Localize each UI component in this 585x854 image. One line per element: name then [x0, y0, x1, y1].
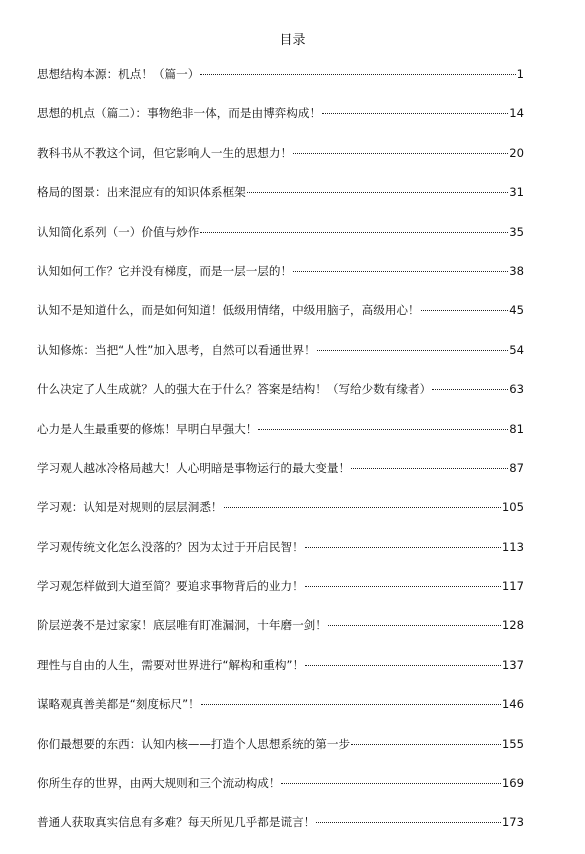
toc-entry-title: 认知简化系列（一）价值与炒作 [37, 224, 200, 239]
dot-leader [281, 783, 500, 784]
dot-leader [293, 153, 508, 154]
dot-leader [351, 744, 501, 745]
toc-entry-title: 学习观：认知是对规则的层层洞悉！ [37, 500, 223, 515]
toc-entry[interactable] [37, 814, 524, 853]
toc-entry-title: 格局的图景：出来混应有的知识体系框架 [37, 185, 246, 200]
toc-entry-title: 理性与自由的人生，需要对世界进行“解构和重构”！ [37, 657, 305, 672]
toc-entry-title: 谋略观真善美都是“刻度标尺”！ [37, 697, 200, 712]
toc-entry-title: 思想结构本源：机点！（篇一） [37, 67, 200, 81]
toc-entry-title: 阶层逆袭不是过家家！底层唯有盯准漏洞，十年磨一剑！ [37, 618, 327, 633]
toc-entry-title: 学习观传统文化怎么没落的？因为太过于开启民智！ [37, 539, 304, 554]
toc-entry[interactable] [37, 617, 524, 656]
toc-entry-page-number: 14 [509, 106, 524, 121]
toc-entry[interactable] [37, 657, 524, 696]
toc-entry-page-number: 20 [509, 145, 524, 160]
dot-leader [247, 192, 509, 193]
dot-leader [200, 74, 515, 75]
toc-entry-page-number: 31 [509, 185, 524, 200]
toc-entry-title: 你所生存的世界，由两大规则和三个流动构成！ [37, 776, 281, 791]
dot-leader [200, 232, 508, 233]
dot-leader [328, 625, 501, 626]
dot-leader [316, 822, 501, 823]
toc-entry-page-number: 128 [501, 618, 524, 633]
toc-entry-title: 普通人获取真实信息有多难？每天所见几乎都是谎言！ [37, 815, 316, 830]
toc-entry[interactable] [37, 421, 524, 460]
toc-entry[interactable] [37, 381, 524, 420]
toc-entry-title: 学习观怎样做到大道至简？要追求事物背后的业力！ [37, 579, 304, 594]
toc-entry-page-number: 105 [501, 500, 524, 515]
toc-entry[interactable] [37, 263, 524, 302]
dot-leader [305, 547, 501, 548]
toc-entry[interactable] [37, 578, 524, 617]
toc-entry-title: 心力是人生最重要的修炼！早明白早强大！ [37, 421, 258, 436]
dot-leader [305, 665, 501, 666]
toc-entry-page-number: 1 [516, 67, 524, 81]
toc-entry-title: 认知修炼：当把“人性”加入思考，自然可以看通世界！ [37, 342, 316, 357]
toc-entry[interactable] [37, 696, 524, 735]
toc-entry-title: 教科书从不教这个词，但它影响人一生的思想力！ [37, 145, 293, 160]
toc-entry[interactable] [37, 302, 524, 341]
toc-entry-page-number: 117 [501, 579, 524, 594]
toc-entry[interactable] [37, 224, 524, 263]
toc-entry[interactable] [37, 736, 524, 775]
toc-title: 目录 [279, 33, 306, 48]
toc-entry-page-number: 38 [509, 263, 524, 278]
toc-entry-title: 什么决定了人生成就？人的强大在于什么？答案是结构！（写给少数有缘者） [37, 382, 432, 397]
toc-entry-title: 思想的机点（篇二）：事物绝非一体，而是由博弈构成！ [37, 106, 322, 121]
toc-entry-page-number: 169 [501, 776, 524, 791]
toc-entry[interactable] [37, 499, 524, 538]
dot-leader [305, 586, 501, 587]
toc-entry-title: 你们最想要的东西：认知内核——打造个人思想系统的第一步 [37, 736, 351, 751]
toc-entry[interactable] [37, 105, 524, 144]
dot-leader [322, 113, 508, 114]
toc-entry-page-number: 54 [509, 342, 524, 357]
toc-entry-title: 认知不是知道什么，而是如何知道！低级用情绪，中级用脑子，高级用心！ [37, 303, 420, 318]
toc-entry-page-number: 173 [501, 815, 524, 830]
toc-entry[interactable] [37, 184, 524, 223]
dot-leader [224, 507, 501, 508]
toc-entry-page-number: 81 [509, 421, 524, 436]
toc-entry[interactable] [37, 460, 524, 499]
toc-entry-page-number: 87 [509, 460, 524, 475]
dot-leader [351, 468, 508, 469]
toc-entry[interactable] [37, 539, 524, 578]
dot-leader [293, 271, 508, 272]
dot-leader [432, 389, 508, 390]
dot-leader [317, 350, 509, 351]
dot-leader [201, 704, 501, 705]
toc-entry[interactable] [37, 145, 524, 184]
toc-entry-title: 学习观人越冰冷格局越大！人心明暗是事物运行的最大变量！ [37, 460, 351, 475]
toc-entry-page-number: 155 [501, 736, 524, 751]
toc-entry-page-number: 113 [501, 539, 524, 554]
toc-entry-page-number: 45 [509, 303, 524, 318]
toc-entry-page-number: 137 [501, 657, 524, 672]
toc-entry[interactable] [37, 342, 524, 381]
toc-entry-page-number: 35 [509, 224, 524, 239]
toc-entry-page-number: 63 [509, 382, 524, 397]
toc-entry[interactable] [37, 66, 524, 105]
dot-leader [258, 429, 508, 430]
toc-entry-page-number: 146 [501, 697, 524, 712]
toc-list [37, 66, 524, 854]
dot-leader [421, 310, 509, 311]
toc-entry-title: 认知如何工作？它并没有梯度，而是一层一层的！ [37, 263, 293, 278]
toc-entry[interactable] [37, 775, 524, 814]
